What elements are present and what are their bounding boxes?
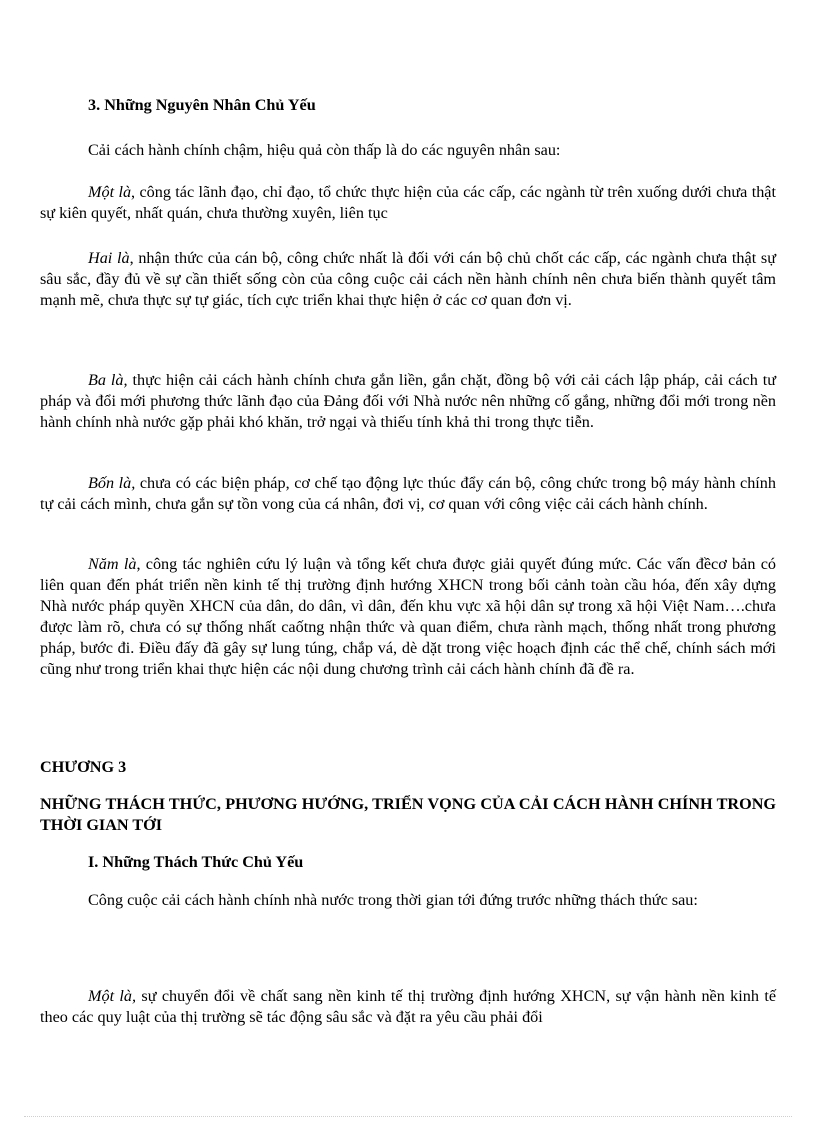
reason-text-3: thực hiện cải cách hành chính chưa gắn liền, gắn chặt, đồng bộ với cải cách lập pháp, cải cách tư pháp và đổi mới phương thức lãnh đạo của Đảng đối với Nhà nước nên những cố gắng, những đổi mới trong nền hành chính nhà nước gặp phải khó khăn, trở ngại và thiếu tính khả thi trong thực tiễn. xyxy=(40,371,776,431)
reason-text-1: , công tác lãnh đạo, chỉ đạo, tổ chức thực hiện của các cấp, các ngành từ trên xuống dưới chưa thật sự kiên quyết, nhất quán, chưa thường xuyên, liên tục xyxy=(40,183,776,222)
chapter-label: CHƯƠNG 3 xyxy=(40,758,127,776)
reason-lead-3: Ba là, xyxy=(88,371,128,389)
reason-lead-2: Hai là xyxy=(88,249,130,267)
challenge-text-1: sự chuyển đổi về chất sang nền kinh tế thị trường định hướng XHCN, sự vận hành nền kinh tế theo các quy luật của thị trường sẽ tác động sâu sắc và đặt ra yêu cầu phải đổi xyxy=(40,987,777,1026)
section-heading-causes: 3. Những Nguyên Nhân Chủ Yếu xyxy=(88,96,316,114)
challenge-paragraph-1 xyxy=(40,986,776,1028)
page-bottom-divider xyxy=(24,1116,792,1117)
intro-paragraph: Cải cách hành chính chậm, hiệu quả còn thấp là do các nguyên nhân sau: xyxy=(88,141,561,159)
challenge-lead-1: Một là, xyxy=(88,987,137,1005)
reason-paragraph-5 xyxy=(40,554,776,680)
reason-paragraph-4 xyxy=(40,473,776,515)
section-heading-challenges: I. Những Thách Thức Chủ Yếu xyxy=(88,853,304,871)
reason-lead-1: Một là xyxy=(88,183,132,201)
reason-paragraph-2 xyxy=(40,248,776,311)
reason-text-2: , nhận thức của cán bộ, công chức nhất là đối với cán bộ chủ chốt các cấp, các ngành chưa thật sự sâu sắc, đầy đủ về sự cần thiết sống còn của công cuộc cải cách nền hành chính nên chưa biến thành quyết tâm mạnh mẽ, chưa thực sự tự giác, tích cực triển khai thực hiện ở các cơ quan đơn vị. xyxy=(40,249,776,309)
reason-paragraph-1 xyxy=(40,182,776,224)
reason-paragraph-3 xyxy=(40,370,776,433)
reason-lead-4: Bốn là, xyxy=(88,474,136,492)
reason-lead-5: Năm là xyxy=(88,555,137,573)
chapter-title: NHỮNG THÁCH THỨC, PHƯƠNG HƯỚNG, TRIỂN VỌNG CỦA CẢI CÁCH HÀNH CHÍNH TRONG THỜI GIAN TỚI xyxy=(40,795,776,834)
reason-text-4: chưa có các biện pháp, cơ chế tạo động lực thúc đẩy cán bộ, công chức trong bộ máy hành chính tự cải cách mình, chưa gắn sự tồn vong của cá nhân, đơi vị, cơ quan với công việc cải cách hành chính. xyxy=(40,474,776,513)
challenges-intro-paragraph: Công cuộc cải cách hành chính nhà nước trong thời gian tới đứng trước những thách thức sau: xyxy=(88,891,698,909)
reason-text-5: , công tác nghiên cứu lý luận và tổng kết chưa được giải quyết đúng mức. Các vấn đềcơ bản có liên quan đến phát triển nền kinh tế thị trường định hướng XHCN trong bối cảnh toàn cầu hóa, đến xây dựng Nhà nước pháp quyền XHCN của dân, do dân, vì dân, đến khu vực xã hội dân sự trong xã hội Việt Nam….chưa được làm rõ, chưa có sự thống nhất caốtng nhận thức và quan điểm, chưa rành mạch, thống nhất trong phương pháp, bước đi. Điều đấy đã gây sự lung túng, chắp vá, dè dặt trong việc hoạch định các thể chế, chính sách mới cũng như trong triển khai thực hiện các nội dung chương trình cải cách hành chính đã đề ra. xyxy=(40,555,776,678)
